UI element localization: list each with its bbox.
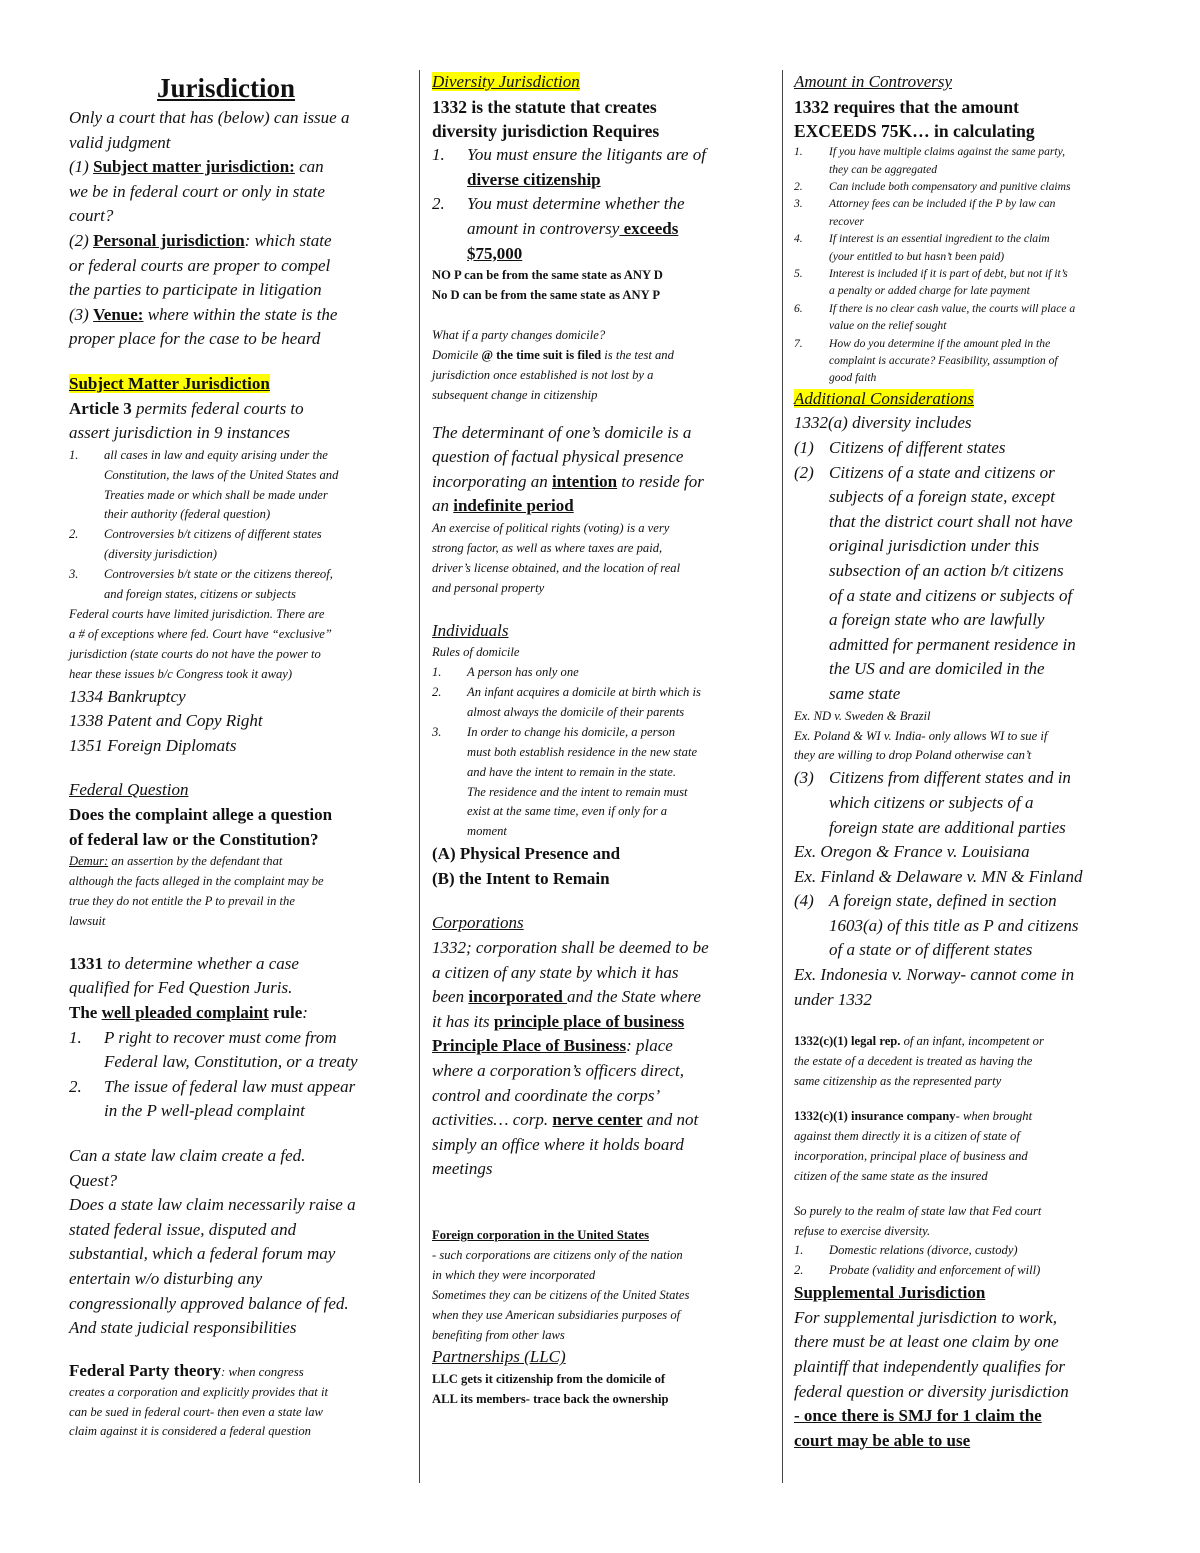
- foreign-corp-text: benefiting from other laws: [432, 1327, 565, 1342]
- ppb-definition: Principle Place of Business: place: [432, 1036, 673, 1056]
- demur-definition: lawsuit: [69, 913, 106, 928]
- diversity-rule: No D can be from the same state as ANY P: [432, 288, 661, 303]
- smj-definition: court?: [69, 206, 114, 226]
- smj-definition: (1) Subject matter jurisdiction: can: [69, 157, 324, 177]
- numbered-item: 2. An infant acquires a domicile at birth which is almost always the domicile of their parents: [432, 685, 701, 719]
- exercise-note: driver’s license obtained, and the location of real: [432, 560, 681, 575]
- legal-rep-rule: the estate of a decedent is treated as having the: [794, 1054, 1033, 1069]
- section-heading: Supplemental Jurisdiction: [794, 1283, 986, 1303]
- insurance-rule: citizen of the same state as the insured: [794, 1168, 988, 1183]
- state-law-note: So purely to the realm of state law that Fed court: [794, 1203, 1042, 1218]
- domicile-determinant: incorporating an intention to reside for: [432, 471, 704, 491]
- intro-line: Only a court that has (below) can issue a: [69, 108, 350, 127]
- numbered-item: 3. In order to change his domicile, a person must both establish residence in the new state and have the intent to remain in the state. The residence and the intent to remain must exist at the same time, even if only for a moment: [432, 724, 698, 839]
- section-heading: Corporations: [432, 913, 524, 933]
- supplemental-text: plaintiff that independently qualifies for: [794, 1357, 1066, 1376]
- numbered-item: 5. Interest is included if it is part of debt, but not if it’s a penalty or added charge for late payment: [794, 267, 1068, 298]
- column-3: [794, 70, 1134, 1453]
- diversity-includes: 1332(a) diversity includes: [794, 413, 972, 433]
- state-claim-text: Quest?: [69, 1170, 118, 1190]
- numbered-item: (3) Citizens from different states and in which citizens or subjects of a foreign state are additional parties: [794, 768, 1071, 837]
- section-heading: Additional Considerations: [794, 388, 974, 408]
- llc-text: ALL its members- trace back the ownership: [432, 1391, 669, 1406]
- numbered-item: 2. Probate (validity and enforcement of will): [794, 1263, 1041, 1278]
- diversity-statute: diversity jurisdiction Requires: [432, 120, 660, 141]
- numbered-item: 2. Controversies b/t citizens of different states (diversity jurisdiction): [69, 527, 322, 562]
- demur-definition: although the facts alleged in the complaint may be: [69, 874, 324, 889]
- llc-text: LLC gets it citizenship from the domicile of: [432, 1372, 666, 1386]
- section-heading: Federal Question: [69, 780, 189, 800]
- state-claim-text: And state judicial responsibilities: [69, 1318, 297, 1338]
- insurance-rule: incorporation, principal place of business and: [794, 1148, 1028, 1163]
- corporation-text: it has its principle place of business: [432, 1011, 685, 1031]
- domicile-answer: Domicile @ the time suit is filed is the test and: [432, 347, 674, 362]
- insurance-rule: against them directly it is a citizen of state of: [794, 1128, 1020, 1143]
- numbered-item: 1. Domestic relations (divorce, custody): [794, 1243, 1018, 1258]
- demur-definition: Demur: an assertion by the defendant that: [69, 854, 283, 869]
- corporation-text: a citizen of any state by which it has: [432, 962, 679, 982]
- numbered-item: 2. You must determine whether the amount in controversy exceeds $75,000: [432, 194, 685, 263]
- domicile-element: (A) Physical Presence and: [432, 844, 621, 864]
- section-heading: Subject Matter Jurisdiction: [69, 373, 270, 393]
- domicile-determinant: The determinant of one’s domicile is a: [432, 422, 692, 442]
- numbered-item: 1. A person has only one: [432, 665, 579, 680]
- state-claim-text: entertain w/o disturbing any: [69, 1268, 263, 1288]
- numbered-item: 1. You must ensure the litigants are of diverse citizenship: [432, 145, 706, 189]
- domicile-answer: jurisdiction once established is not lost by a: [432, 367, 654, 382]
- domicile-answer: subsequent change in citizenship: [432, 387, 598, 402]
- ppb-definition: activities… corp. nerve center and not: [432, 1110, 699, 1130]
- state-claim-text: Can a state law claim create a fed.: [69, 1145, 306, 1165]
- federal-party-theory: claim against it is considered a federal question: [69, 1424, 311, 1439]
- exclusive-item: 1334 Bankruptcy: [69, 686, 186, 706]
- rules-label: Rules of domicile: [432, 645, 520, 660]
- example-line: Ex. Oregon & France v. Louisiana: [794, 842, 1030, 862]
- column-divider-1: [419, 70, 420, 1483]
- foreign-corp-text: - such corporations are citizens only of the nation: [432, 1247, 683, 1262]
- ppb-definition: meetings: [432, 1159, 493, 1179]
- numbered-item: 2. Can include both compensatory and punitive claims: [794, 180, 1071, 193]
- corporation-text: been incorporated and the State where: [432, 987, 701, 1007]
- insurance-rule: 1332(c)(1) insurance company- when brought: [794, 1108, 1033, 1123]
- demur-definition: true they do not entitle the P to prevail in the: [69, 893, 295, 908]
- state-claim-text: substantial, which a federal forum may: [69, 1244, 336, 1264]
- legal-rep-rule: 1332(c)(1) legal rep. of an infant, incompetent or: [794, 1034, 1044, 1049]
- article-3-line: Article 3 permits federal courts to: [69, 398, 304, 418]
- legal-rep-rule: same citizenship as the represented party: [794, 1074, 1002, 1089]
- section-1331: qualified for Fed Question Juris.: [69, 978, 293, 998]
- numbered-item: 2. The issue of federal law must appear in the P well-plead complaint: [69, 1076, 356, 1121]
- supplemental-text: there must be at least one claim by one: [794, 1332, 1059, 1352]
- pj-definition: or federal courts are proper to compel: [69, 255, 331, 275]
- corporation-text: 1332; corporation shall be deemed to be: [432, 938, 709, 958]
- example-line: Ex. Indonesia v. Norway- cannot come in: [794, 965, 1075, 985]
- example-line: Ex. Poland & WI v. India- only allows WI to sue if: [794, 728, 1048, 743]
- numbered-item: 7. How do you determine if the amount pled in the complaint is accurate? Feasibility, assumption of good faith: [794, 336, 1058, 385]
- domicile-question: What if a party changes domicile?: [432, 327, 606, 342]
- fq-question: Does the complaint allege a question: [69, 804, 333, 824]
- fq-question: of federal law or the Constitution?: [69, 829, 319, 849]
- state-claim-text: Does a state law claim necessarily raise a: [69, 1195, 356, 1215]
- domicile-determinant: an indefinite period: [432, 496, 574, 516]
- ppb-definition: where a corporation’s officers direct,: [432, 1061, 684, 1080]
- state-law-note: refuse to exercise diversity.: [794, 1223, 931, 1238]
- state-claim-text: congressionally approved balance of fed.: [69, 1293, 349, 1313]
- exclusive-item: 1338 Patent and Copy Right: [69, 711, 263, 731]
- domicile-determinant: question of factual physical presence: [432, 447, 684, 467]
- supplemental-text: For supplemental jurisdiction to work,: [794, 1307, 1058, 1327]
- column-divider-2: [782, 70, 783, 1483]
- article-3-line: assert jurisdiction in 9 instances: [69, 423, 290, 443]
- exercise-note: and personal property: [432, 580, 545, 595]
- federal-party-theory: can be sued in federal court- then even a state law: [69, 1404, 323, 1419]
- numbered-item: 4. If interest is an essential ingredient to the claim (your entitled to but hasn’t been paid): [794, 232, 1050, 263]
- federal-party-theory: creates a corporation and explicitly provides that it: [69, 1384, 328, 1399]
- section-heading: Diversity Jurisdiction: [432, 72, 580, 91]
- domicile-element: (B) the Intent to Remain: [432, 868, 610, 888]
- example-line: they are willing to drop Poland otherwise can’t: [794, 748, 1032, 763]
- column-1: [69, 70, 409, 1442]
- limited-jurisdiction-note: Federal courts have limited jurisdiction. There are: [69, 606, 325, 621]
- column-2: [432, 70, 772, 1410]
- example-line: Ex. ND v. Sweden & Brazil: [794, 708, 931, 723]
- numbered-item: 3. Controversies b/t state or the citizens thereof, and foreign states, citizens or subjects: [69, 567, 333, 602]
- numbered-item: (4) A foreign state, defined in section 1603(a) of this title as P and citizens of a state or of different states: [794, 891, 1079, 960]
- section-heading: Individuals: [432, 620, 509, 640]
- example-line: Ex. Finland & Delaware v. MN & Finland: [794, 866, 1083, 886]
- exclusive-item: 1351 Foreign Diplomats: [69, 735, 237, 755]
- numbered-item: 1. all cases in law and equity arising under the Constitution, the laws of the United States and Treaties made or which shall be made under their authority (federal question): [69, 447, 339, 522]
- well-pleaded-rule-heading: The well pleaded complaint rule:: [69, 1002, 308, 1022]
- limited-jurisdiction-note: jurisdiction (state courts do not have the power to: [69, 646, 321, 661]
- numbered-item: (1) Citizens of different states: [794, 438, 1006, 458]
- amount-statute: 1332 requires that the amount: [794, 96, 1019, 117]
- section-1331: 1331 to determine whether a case: [69, 953, 299, 973]
- numbered-item: (2) Citizens of a state and citizens or subjects of a foreign state, except that the district court shall not have original jurisdiction under this subsection of an action b/t citizens of a state and citizens or subjects of a foreign state who are lawfully admitted for permanent residence in the US and are domiciled in the same state: [794, 462, 1076, 703]
- foreign-corp-text: in which they were incorporated: [432, 1267, 596, 1282]
- supplemental-text: court may be able to use: [794, 1430, 971, 1450]
- example-line: under 1332: [794, 989, 872, 1009]
- numbered-item: 1. P right to recover must come from Federal law, Constitution, or a treaty: [69, 1027, 358, 1072]
- amount-statute: EXCEEDS 75K… in calculating: [794, 120, 1035, 141]
- pj-definition: (2) Personal jurisdiction: which state: [69, 230, 332, 250]
- ppb-definition: control and coordinate the corps’: [432, 1085, 661, 1105]
- numbered-item: 6. If there is no clear cash value, the courts will place a value on the relief sought: [794, 301, 1076, 333]
- supplemental-text: federal question or diversity jurisdiction: [794, 1381, 1069, 1401]
- smj-definition: we be in federal court or only in state: [69, 181, 325, 201]
- federal-party-theory: Federal Party theory: when congress: [69, 1360, 304, 1380]
- venue-definition: proper place for the case to be heard: [69, 329, 321, 349]
- limited-jurisdiction-note: a # of exceptions where fed. Court have “exclusive”: [69, 626, 332, 641]
- state-claim-text: stated federal issue, disputed and: [69, 1219, 297, 1239]
- foreign-corp-text: Sometimes they can be citizens of the United States: [432, 1287, 690, 1302]
- diversity-rule: NO P can be from the same state as ANY D: [432, 268, 663, 283]
- section-heading: Amount in Controversy: [794, 72, 953, 91]
- section-heading: Foreign corporation in the United States: [432, 1227, 649, 1242]
- diversity-statute: 1332 is the statute that creates: [432, 96, 657, 117]
- limited-jurisdiction-note: hear these issues b/c Congress took it away): [69, 666, 293, 681]
- numbered-item: 3. Attorney fees can be included if the P by law can recover: [794, 197, 1056, 228]
- numbered-item: 1. If you have multiple claims against the same party, they can be aggregated: [794, 145, 1066, 176]
- foreign-corp-text: when they use American subsidiaries purposes of: [432, 1307, 681, 1322]
- exercise-note: An exercise of political rights (voting) is a very: [432, 520, 670, 535]
- page-title: Jurisdiction: [157, 73, 296, 103]
- intro-line: valid judgment: [69, 132, 171, 152]
- venue-definition: (3) Venue: where within the state is the: [69, 304, 338, 324]
- supplemental-text: - once there is SMJ for 1 claim the: [794, 1406, 1042, 1426]
- ppb-definition: simply an office where it holds board: [432, 1134, 684, 1154]
- exercise-note: strong factor, as well as where taxes are paid,: [432, 540, 663, 555]
- section-heading: Partnerships (LLC): [432, 1347, 566, 1367]
- pj-definition: the parties to participate in litigation: [69, 280, 322, 300]
